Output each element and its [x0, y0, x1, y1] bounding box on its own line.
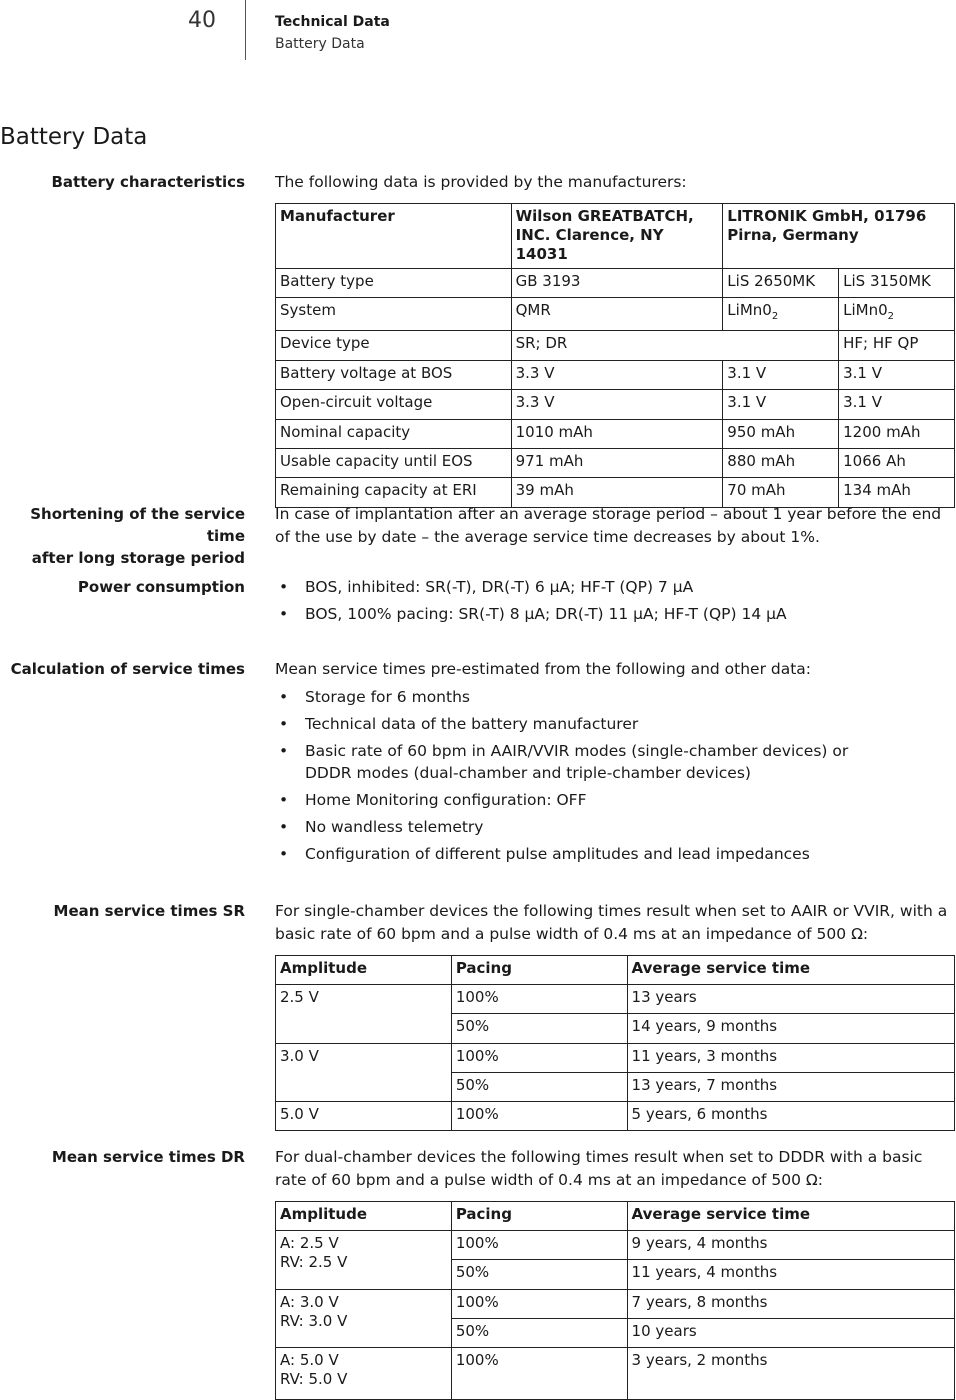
table-header-row: [276, 1202, 955, 1231]
table-cell: 971 mAh: [511, 448, 723, 477]
calculation-list: [275, 686, 955, 866]
table-row: [276, 1289, 955, 1318]
shortening-text: In case of implantation after an average storage period – about 1 year before the end of the use by date – the average service time decreases by about 1%.: [275, 505, 942, 546]
list-item: • Configuration of different pulse amplitudes and lead impedances: [275, 843, 955, 866]
table-cell: 3 years, 2 months: [627, 1347, 954, 1399]
table-row: [276, 1231, 955, 1260]
table-row: [276, 419, 955, 448]
table-row: [276, 390, 955, 419]
list-item: • BOS, inhibited: SR(-T), DR(-T) 6 µA; HF-T (QP) 7 µA: [275, 576, 955, 599]
formula-text: LiMn0: [727, 301, 772, 320]
list-item: • Technical data of the battery manufacturer: [275, 713, 955, 736]
mean-sr-label: Mean service times SR: [53, 902, 245, 920]
amplitude-a: A: 3.0 V: [280, 1292, 339, 1311]
table-cell: 3.0 V: [276, 1043, 452, 1101]
table-header-row: [276, 956, 955, 985]
table-cell: 100%: [451, 985, 627, 1014]
dr-service-table: [275, 1201, 955, 1400]
amplitude-rv: RV: 3.0 V: [280, 1311, 348, 1330]
table-cell: 9 years, 4 months: [627, 1231, 954, 1260]
shortening-label-line: Shortening of the service time: [30, 505, 245, 545]
table-cell: 10 years: [627, 1318, 954, 1347]
amplitude-a: A: 5.0 V: [280, 1350, 339, 1369]
table-cell: 1066 Ah: [839, 448, 955, 477]
calculation-intro: Mean service times pre-estimated from the following and other data:: [275, 660, 812, 678]
amplitude-a: A: 2.5 V: [280, 1234, 339, 1253]
table-cell: 39 mAh: [511, 478, 723, 507]
table-cell: 1200 mAh: [839, 419, 955, 448]
table-cell: Open-circuit voltage: [276, 390, 512, 419]
battery-characteristics-label: Battery characteristics: [51, 173, 245, 191]
table-cell: LiS 3150MK: [839, 269, 955, 298]
amplitude-rv: RV: 5.0 V: [280, 1369, 348, 1388]
table-header-cell: Average service time: [627, 1202, 954, 1231]
list-item: • Basic rate of 60 bpm in AAIR/VVIR modes (single-chamber devices) or DDDR modes (dual-chamber and triple-chamber devices): [275, 740, 865, 785]
page-number: 40: [188, 8, 216, 33]
page-heading: Battery Data: [0, 124, 148, 150]
table-cell: 100%: [451, 1289, 627, 1318]
header-title: Technical Data: [275, 14, 390, 30]
table-cell: SR; DR: [511, 331, 839, 360]
table-header-cell: Pacing: [451, 956, 627, 985]
table-row: [276, 1101, 955, 1130]
table-cell: 50%: [451, 1260, 627, 1289]
table-cell: 13 years: [627, 985, 954, 1014]
table-cell: QMR: [511, 298, 723, 331]
table-cell: Nominal capacity: [276, 419, 512, 448]
shortening-label-line: after long storage period: [31, 549, 245, 567]
table-row: [276, 298, 955, 331]
table-cell: Remaining capacity at ERI: [276, 478, 512, 507]
table-cell: [276, 1347, 452, 1399]
table-cell: [276, 1231, 452, 1289]
table-cell: 100%: [451, 1347, 627, 1399]
table-cell: 3.3 V: [511, 390, 723, 419]
table-cell: 134 mAh: [839, 478, 955, 507]
mean-dr-label: Mean service times DR: [51, 1148, 245, 1166]
table-cell: [276, 1289, 452, 1347]
table-header-row: [276, 204, 955, 269]
table-row: [276, 269, 955, 298]
table-cell: 950 mAh: [723, 419, 839, 448]
table-cell: 13 years, 7 months: [627, 1072, 954, 1101]
table-row: [276, 1347, 955, 1399]
table-cell: 50%: [451, 1072, 627, 1101]
header-divider: [245, 0, 246, 60]
table-header-cell: LITRONIK GmbH, 01796 Pirna, Germany: [723, 204, 955, 269]
power-consumption-label: Power consumption: [77, 578, 245, 596]
table-cell: 50%: [451, 1318, 627, 1347]
amplitude-rv: RV: 2.5 V: [280, 1253, 348, 1272]
table-cell: 5.0 V: [276, 1101, 452, 1130]
table-header-cell: Wilson GREATBATCH, INC. Clarence, NY 14031: [511, 204, 723, 269]
table-row: [276, 331, 955, 360]
table-cell: LiS 2650MK: [723, 269, 839, 298]
table-cell: 70 mAh: [723, 478, 839, 507]
table-row: [276, 1043, 955, 1072]
mean-dr-intro: For dual-chamber devices the following times result when set to DDDR with a basic rate of 60 bpm and a pulse width of 0.4 ms at an impedance of 500 Ω:: [275, 1148, 923, 1189]
mean-sr-intro: For single-chamber devices the following times result when set to AAIR or VVIR, with a basic rate of 60 bpm and a pulse width of 0.4 ms at an impedance of 500 Ω:: [275, 902, 948, 943]
table-row: [276, 448, 955, 477]
table-header-cell: Amplitude: [276, 956, 452, 985]
calculation-block: [275, 658, 955, 870]
table-cell: 7 years, 8 months: [627, 1289, 954, 1318]
table-cell: 3.1 V: [723, 360, 839, 389]
shortening-label: [0, 503, 245, 569]
formula-subscript: 2: [887, 311, 895, 323]
table-cell: [839, 298, 955, 331]
table-cell: [723, 298, 839, 331]
list-item: • Storage for 6 months: [275, 686, 955, 709]
table-row: [276, 985, 955, 1014]
table-header-cell: Average service time: [627, 956, 954, 985]
list-item: • Home Monitoring configuration: OFF: [275, 789, 955, 812]
table-cell: 50%: [451, 1014, 627, 1043]
table-cell: 5 years, 6 months: [627, 1101, 954, 1130]
calculation-label: Calculation of service times: [10, 660, 245, 678]
table-row: [276, 360, 955, 389]
table-cell: 11 years, 3 months: [627, 1043, 954, 1072]
header-subtitle: Battery Data: [275, 36, 365, 52]
table-cell: 2.5 V: [276, 985, 452, 1043]
table-cell: 100%: [451, 1101, 627, 1130]
table-header-cell: Pacing: [451, 1202, 627, 1231]
table-cell: 14 years, 9 months: [627, 1014, 954, 1043]
table-cell: Battery type: [276, 269, 512, 298]
table-cell: 3.3 V: [511, 360, 723, 389]
table-cell: Device type: [276, 331, 512, 360]
formula-subscript: 2: [771, 311, 779, 323]
table-cell: HF; HF QP: [839, 331, 955, 360]
list-item: • No wandless telemetry: [275, 816, 955, 839]
table-cell: Battery voltage at BOS: [276, 360, 512, 389]
sr-service-table: [275, 955, 955, 1131]
table-cell: 3.1 V: [723, 390, 839, 419]
battery-characteristics-intro: The following data is provided by the manufacturers:: [275, 173, 687, 191]
table-cell: 11 years, 4 months: [627, 1260, 954, 1289]
table-header-cell: Amplitude: [276, 1202, 452, 1231]
table-cell: 3.1 V: [839, 360, 955, 389]
battery-table: [275, 203, 955, 508]
table-cell: GB 3193: [511, 269, 723, 298]
power-consumption-list: [275, 576, 955, 630]
table-cell: 3.1 V: [839, 390, 955, 419]
table-cell: 100%: [451, 1043, 627, 1072]
table-header-cell: Manufacturer: [276, 204, 512, 269]
formula-text: LiMn0: [843, 301, 888, 320]
table-cell: 880 mAh: [723, 448, 839, 477]
table-cell: Usable capacity until EOS: [276, 448, 512, 477]
table-cell: System: [276, 298, 512, 331]
list-item: • BOS, 100% pacing: SR(-T) 8 µA; DR(-T) 11 µA; HF-T (QP) 14 µA: [275, 603, 955, 626]
table-cell: 100%: [451, 1231, 627, 1260]
table-cell: 1010 mAh: [511, 419, 723, 448]
